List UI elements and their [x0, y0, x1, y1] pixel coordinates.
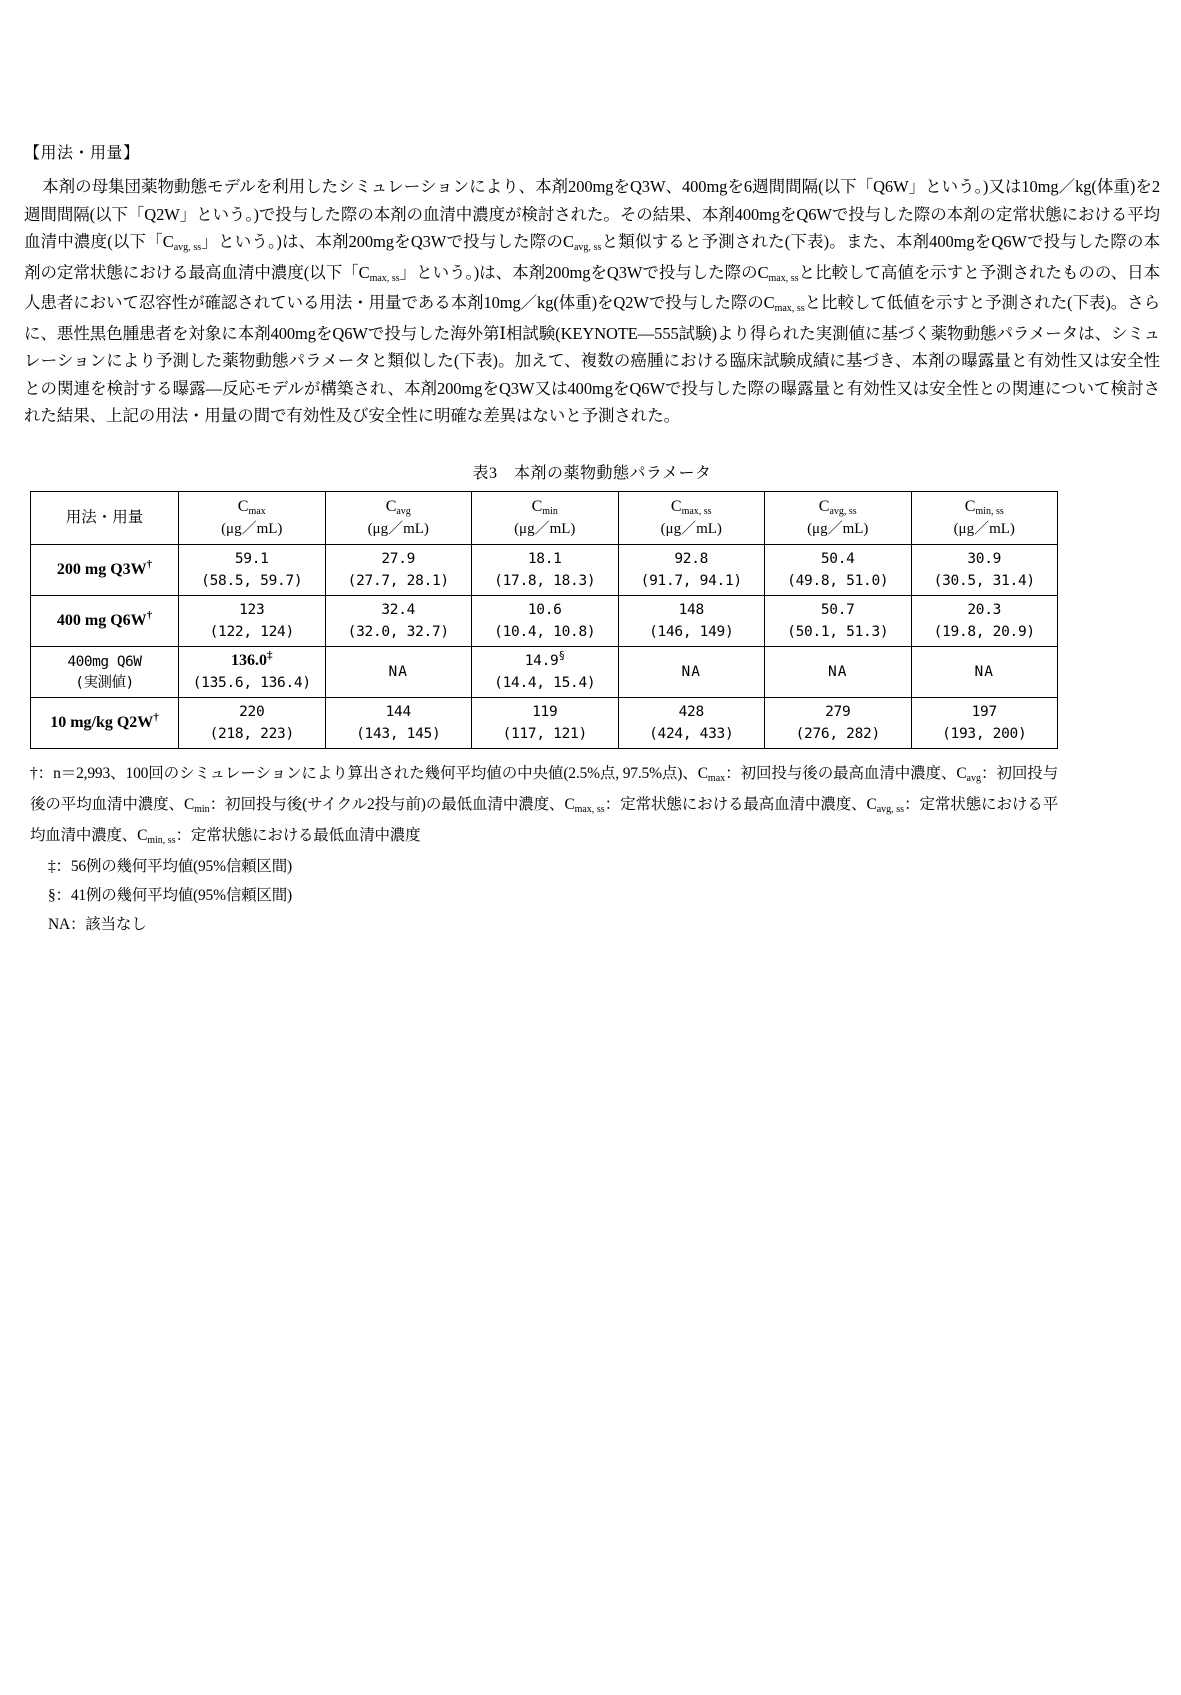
header-symbol: $C_{avg, ss}$	[818, 497, 857, 517]
regimen-footnote-mark: †	[153, 711, 159, 724]
footnote-double-dagger: ‡：56例の幾何平均値(95%信頼区間)	[48, 857, 292, 875]
dosage-paragraph	[24, 173, 1160, 430]
text-run: 本剤の母集団薬物動態モデルを利用したシミュレーションにより、本剤200mgをQ3W、400mgを6週間間隔(以下「Q6W」という。)又は10mg／kg(体重)を2週間間隔(以下「Q2W」という。)で投与した際の本剤の血清中濃度が検討された。その結果、本剤400mgをQ6Wで投与した際の本剤の定常状態における平均血清中濃度(以下「C	[24, 177, 1160, 251]
header-subscript: min, ss	[975, 505, 1004, 517]
cell-value	[765, 646, 912, 697]
header-subscript: max, ss	[681, 505, 712, 517]
value-main: 197	[971, 703, 997, 720]
value-interval: (117, 121)	[502, 725, 587, 742]
cell-value	[179, 595, 326, 646]
value-main: NA	[828, 663, 848, 680]
value-main: NA	[681, 663, 701, 680]
value-interval: (146, 149)	[649, 623, 734, 640]
value-main: 220	[239, 703, 265, 720]
value-interval: (91.7, 94.1)	[640, 572, 742, 589]
cell-regimen	[31, 595, 179, 646]
value-main: 119	[532, 703, 558, 720]
value-main: 136.0‡	[231, 649, 273, 669]
subscript-run: avg, ss	[173, 242, 202, 253]
col-header-regimen	[31, 491, 179, 544]
header-symbol: $C_{min, ss}$	[964, 497, 1004, 517]
cell-value	[911, 697, 1058, 748]
text-run: と比較して低値を示すと予測された(下表)。さらに、悪性黒色腫患者を対象に本剤400mgをQ6Wで投与した海外第Ⅰ相試験(KEYNOTE—555試験)より得られた実測値に基づく薬物動態パラメータは、シミュレーションにより予測した薬物動態パラメータと類似した(下表)。加えて、複数の癌腫における臨床試験成績に基づき、本剤の曝露量と有効性又は安全性との関連を検討する曝露―反応モデルが構築され、本剤200mgをQ3W又は400mgをQ6Wで投与した際の曝露量と有効性又は安全性との関連について検討された結果、上記の用法・用量の間で有効性及び安全性に明確な差異はないと予測された。	[24, 293, 1160, 425]
value-main: NA	[974, 663, 994, 680]
table-row	[31, 697, 1058, 748]
pk-parameter-table	[30, 491, 1058, 749]
header-symbol: $C_{max, ss}$	[670, 497, 712, 517]
cell-value	[472, 697, 619, 748]
footnote-na: NA：該当なし	[48, 915, 147, 933]
cell-value	[472, 544, 619, 595]
value-interval: (49.8, 51.0)	[787, 572, 889, 589]
cell-regimen	[31, 544, 179, 595]
regimen-label: 10 mg/kg Q2W†	[50, 711, 159, 731]
table-row	[31, 595, 1058, 646]
text-run: ：定常状態における最低血清中濃度	[175, 826, 421, 844]
header-unit: (μg／mL)	[660, 520, 722, 537]
cell-value	[325, 646, 472, 697]
cell-value	[472, 646, 619, 697]
col-header-param-max, ss	[618, 491, 765, 544]
value-interval: (14.4, 15.4)	[494, 674, 596, 691]
footnote-dagger	[30, 759, 1058, 852]
value-main: 144	[385, 703, 411, 720]
header-unit: (μg／mL)	[367, 520, 429, 537]
table-body	[31, 544, 1058, 748]
cell-value	[472, 595, 619, 646]
table-header	[31, 491, 1058, 544]
cell-value	[618, 646, 765, 697]
cell-value	[179, 646, 326, 697]
value-main: 20.3	[967, 601, 1002, 618]
table-header-row	[31, 491, 1058, 544]
table-footnotes	[30, 759, 1058, 939]
cell-value	[765, 544, 912, 595]
cell-value	[179, 544, 326, 595]
value-main: 30.9	[967, 550, 1002, 567]
value-interval: (50.1, 51.3)	[787, 623, 889, 640]
value-main: 27.9	[381, 550, 416, 567]
subscript-run: min, ss	[147, 834, 176, 846]
text-run: ：定常状態における平均血清中濃度、C	[30, 795, 1058, 844]
cell-value	[179, 697, 326, 748]
cell-value	[911, 544, 1058, 595]
text-run: 」という。)は、本剤200mgをQ3Wで投与した際のC	[201, 232, 574, 251]
header-subscript: avg, ss	[829, 505, 857, 517]
value-main: 50.4	[820, 550, 855, 567]
regimen-label: 400 mg Q6W†	[56, 609, 153, 629]
value-interval: (17.8, 18.3)	[494, 572, 596, 589]
value-interval: (32.0, 32.7)	[347, 623, 449, 640]
section-heading: 【用法・用量】	[24, 145, 140, 162]
value-interval: (143, 145)	[356, 725, 441, 742]
value-interval: (122, 124)	[209, 623, 294, 640]
value-main: 279	[825, 703, 851, 720]
value-interval: (19.8, 20.9)	[933, 623, 1035, 640]
col-header-param-avg, ss	[765, 491, 912, 544]
header-unit: (μg／mL)	[953, 520, 1015, 537]
subscript-run: max	[707, 772, 726, 784]
header-symbol: $C_{max}$	[237, 497, 266, 517]
value-interval: (276, 282)	[795, 725, 880, 742]
value-main: 18.1	[527, 550, 562, 567]
regimen-label: 200 mg Q3W†	[56, 558, 153, 578]
value-interval: (218, 223)	[209, 725, 294, 742]
regimen-label-sub: (実測値)	[75, 674, 134, 691]
text-run: と類似すると予測された(下表)。また、本剤400mgをQ6Wで投与した際の本剤の定常状態における最高血清中濃度(以下「C	[24, 232, 1160, 282]
table-row	[31, 544, 1058, 595]
header-symbol: $C_{avg}$	[385, 497, 411, 517]
value-footnote-mark: ‡	[267, 649, 273, 662]
header-subscript: max	[248, 505, 266, 517]
table-row	[31, 646, 1058, 697]
value-interval: (424, 433)	[649, 725, 734, 742]
col-header-param-avg	[325, 491, 472, 544]
value-interval: (30.5, 31.4)	[933, 572, 1035, 589]
cell-value	[618, 697, 765, 748]
value-main: 123	[239, 601, 265, 618]
subscript-run: min	[194, 803, 210, 815]
text-run: ：初回投与後の平均血清中濃度、C	[30, 764, 1058, 813]
subscript-run: avg, ss	[573, 242, 602, 253]
value-main: 59.1	[234, 550, 269, 567]
value-interval: (10.4, 10.8)	[494, 623, 596, 640]
header-label: 用法・用量	[65, 508, 144, 526]
header-subscript: avg	[396, 505, 411, 517]
page-content	[24, 140, 1160, 939]
subscript-run: max, ss	[774, 303, 805, 314]
col-header-param-min	[472, 491, 619, 544]
subscript-run: max, ss	[574, 803, 605, 815]
text-run: †：n＝2,993、100回のシミュレーションにより算出された幾何平均値の中央値(2.5%点, 97.5%点)、C	[30, 764, 708, 782]
text-run: ：初回投与後(サイクル2投与前)の最低血清中濃度、C	[209, 795, 575, 813]
header-subscript: min	[542, 505, 558, 517]
value-main: NA	[388, 663, 408, 680]
value-interval: (135.6, 136.4)	[192, 674, 311, 691]
paragraph-text	[24, 177, 1160, 425]
header-unit: (μg／mL)	[514, 520, 576, 537]
value-main: 92.8	[674, 550, 709, 567]
text-run: と比較して高値を示すと予測されたものの、日本人患者において忍容性が確認されている用法・用量である本剤10mg／kg(体重)をQ2Wで投与した際のC	[24, 262, 1161, 312]
value-interval: (193, 200)	[942, 725, 1027, 742]
cell-value	[618, 544, 765, 595]
subscript-run: max, ss	[369, 272, 400, 284]
cell-value	[325, 697, 472, 748]
text-run: ：初回投与後の最高血清中濃度、C	[725, 764, 967, 782]
value-main: 50.7	[820, 601, 855, 618]
subscript-run: avg	[966, 772, 981, 784]
cell-value	[911, 646, 1058, 697]
regimen-label: 400mg Q6W	[67, 653, 142, 670]
header-unit: (μg／mL)	[221, 520, 283, 537]
header-symbol: $C_{min}$	[531, 497, 558, 517]
value-main: 10.6	[527, 601, 562, 618]
value-main: 32.4	[381, 601, 416, 618]
cell-value	[618, 595, 765, 646]
cell-regimen	[31, 646, 179, 697]
value-interval: (27.7, 28.1)	[347, 572, 449, 589]
cell-value	[765, 697, 912, 748]
value-main: 428	[678, 703, 704, 720]
cell-regimen	[31, 697, 179, 748]
text-run: ：定常状態における最高血清中濃度、C	[604, 795, 877, 813]
regimen-footnote-mark: †	[146, 558, 153, 571]
text-run: 」という。)は、本剤200mgをQ3Wで投与した際のC	[399, 262, 769, 282]
col-header-param-max	[179, 491, 326, 544]
subscript-run: max, ss	[768, 272, 799, 284]
cell-value	[911, 595, 1058, 646]
value-main: 148	[678, 601, 704, 618]
value-footnote-mark: §	[558, 648, 565, 662]
subscript-run: avg, ss	[876, 803, 905, 815]
cell-value	[325, 544, 472, 595]
regimen-footnote-mark: †	[146, 609, 153, 622]
value-main: 14.9§	[524, 648, 565, 669]
table-caption: 表3 本剤の薬物動態パラメータ	[472, 464, 712, 482]
value-interval: (58.5, 59.7)	[201, 572, 303, 589]
col-header-param-min, ss	[911, 491, 1058, 544]
cell-value	[325, 595, 472, 646]
header-unit: (μg／mL)	[807, 520, 869, 537]
footnote-section: §：41例の幾何平均値(95%信頼区間)	[48, 886, 292, 904]
cell-value	[765, 595, 912, 646]
